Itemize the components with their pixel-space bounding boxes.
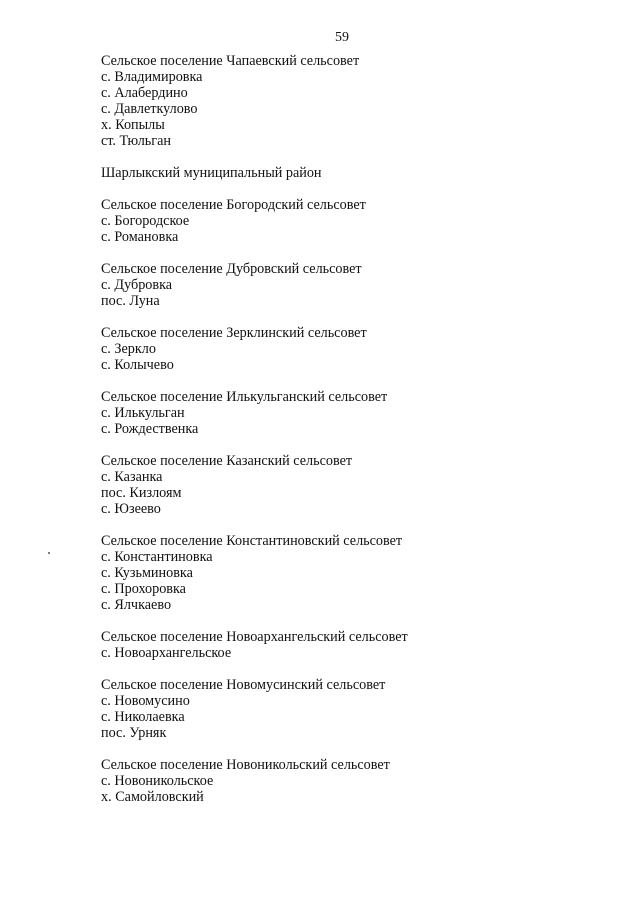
scan-speck [48,552,50,554]
locality-item: с. Романовка [101,229,179,245]
locality-item: с. Новоникольское [101,773,214,789]
settlement-block [101,453,621,517]
settlement-block [101,533,621,613]
locality-item: х. Копылы [101,117,165,133]
locality-item: с. Владимировка [101,69,203,85]
locality-item: с. Николаевка [101,709,185,725]
settlement-block [101,197,621,245]
locality-item: с. Илькульган [101,405,185,421]
locality-item: с. Дубровка [101,277,173,293]
locality-item: с. Новомусино [101,693,190,709]
page-number: 59 [335,30,349,45]
locality-item: с. Ялчкаево [101,597,172,613]
district-heading-block [101,165,621,181]
locality-item: пос. Урняк [101,725,167,741]
settlement-heading: Сельское поселение Богородский сельсовет [101,197,366,213]
locality-item: пос. Кизлоям [101,485,182,501]
locality-item: с. Давлеткулово [101,101,198,117]
locality-item: с. Богородское [101,213,190,229]
locality-item: пос. Луна [101,293,160,309]
settlement-heading: Сельское поселение Новомусинский сельсовет [101,677,386,693]
locality-item: с. Кузьминовка [101,565,193,581]
locality-item: с. Зеркло [101,341,156,357]
settlement-heading: Сельское поселение Казанский сельсовет [101,453,353,469]
locality-item: с. Алабердино [101,85,188,101]
settlement-heading: Сельское поселение Дубровский сельсовет [101,261,362,277]
settlement-heading: Сельское поселение Новоникольский сельсовет [101,757,390,773]
locality-item: с. Новоархангельское [101,645,232,661]
settlement-heading: Сельское поселение Константиновский сельсовет [101,533,403,549]
locality-item: с. Юзеево [101,501,161,517]
settlement-block [101,53,621,149]
locality-item: х. Самойловский [101,789,204,805]
settlement-block [101,261,621,309]
locality-item: ст. Тюльган [101,133,171,149]
settlement-heading: Сельское поселение Новоархангельский сельсовет [101,629,408,645]
settlement-block [101,629,621,661]
locality-item: с. Константиновка [101,549,213,565]
settlement-block [101,757,621,805]
settlement-block [101,677,621,741]
settlement-block [101,389,621,437]
settlement-heading: Сельское поселение Илькульганский сельсовет [101,389,388,405]
document-body [101,53,621,821]
settlement-block [101,325,621,373]
locality-item: с. Казанка [101,469,163,485]
locality-item: с. Прохоровка [101,581,186,597]
locality-item: с. Колычево [101,357,174,373]
locality-item: с. Рождественка [101,421,199,437]
district-heading: Шарлыкский муниципальный район [101,165,322,181]
settlement-heading: Сельское поселение Чапаевский сельсовет [101,53,360,69]
settlement-heading: Сельское поселение Зерклинский сельсовет [101,325,367,341]
